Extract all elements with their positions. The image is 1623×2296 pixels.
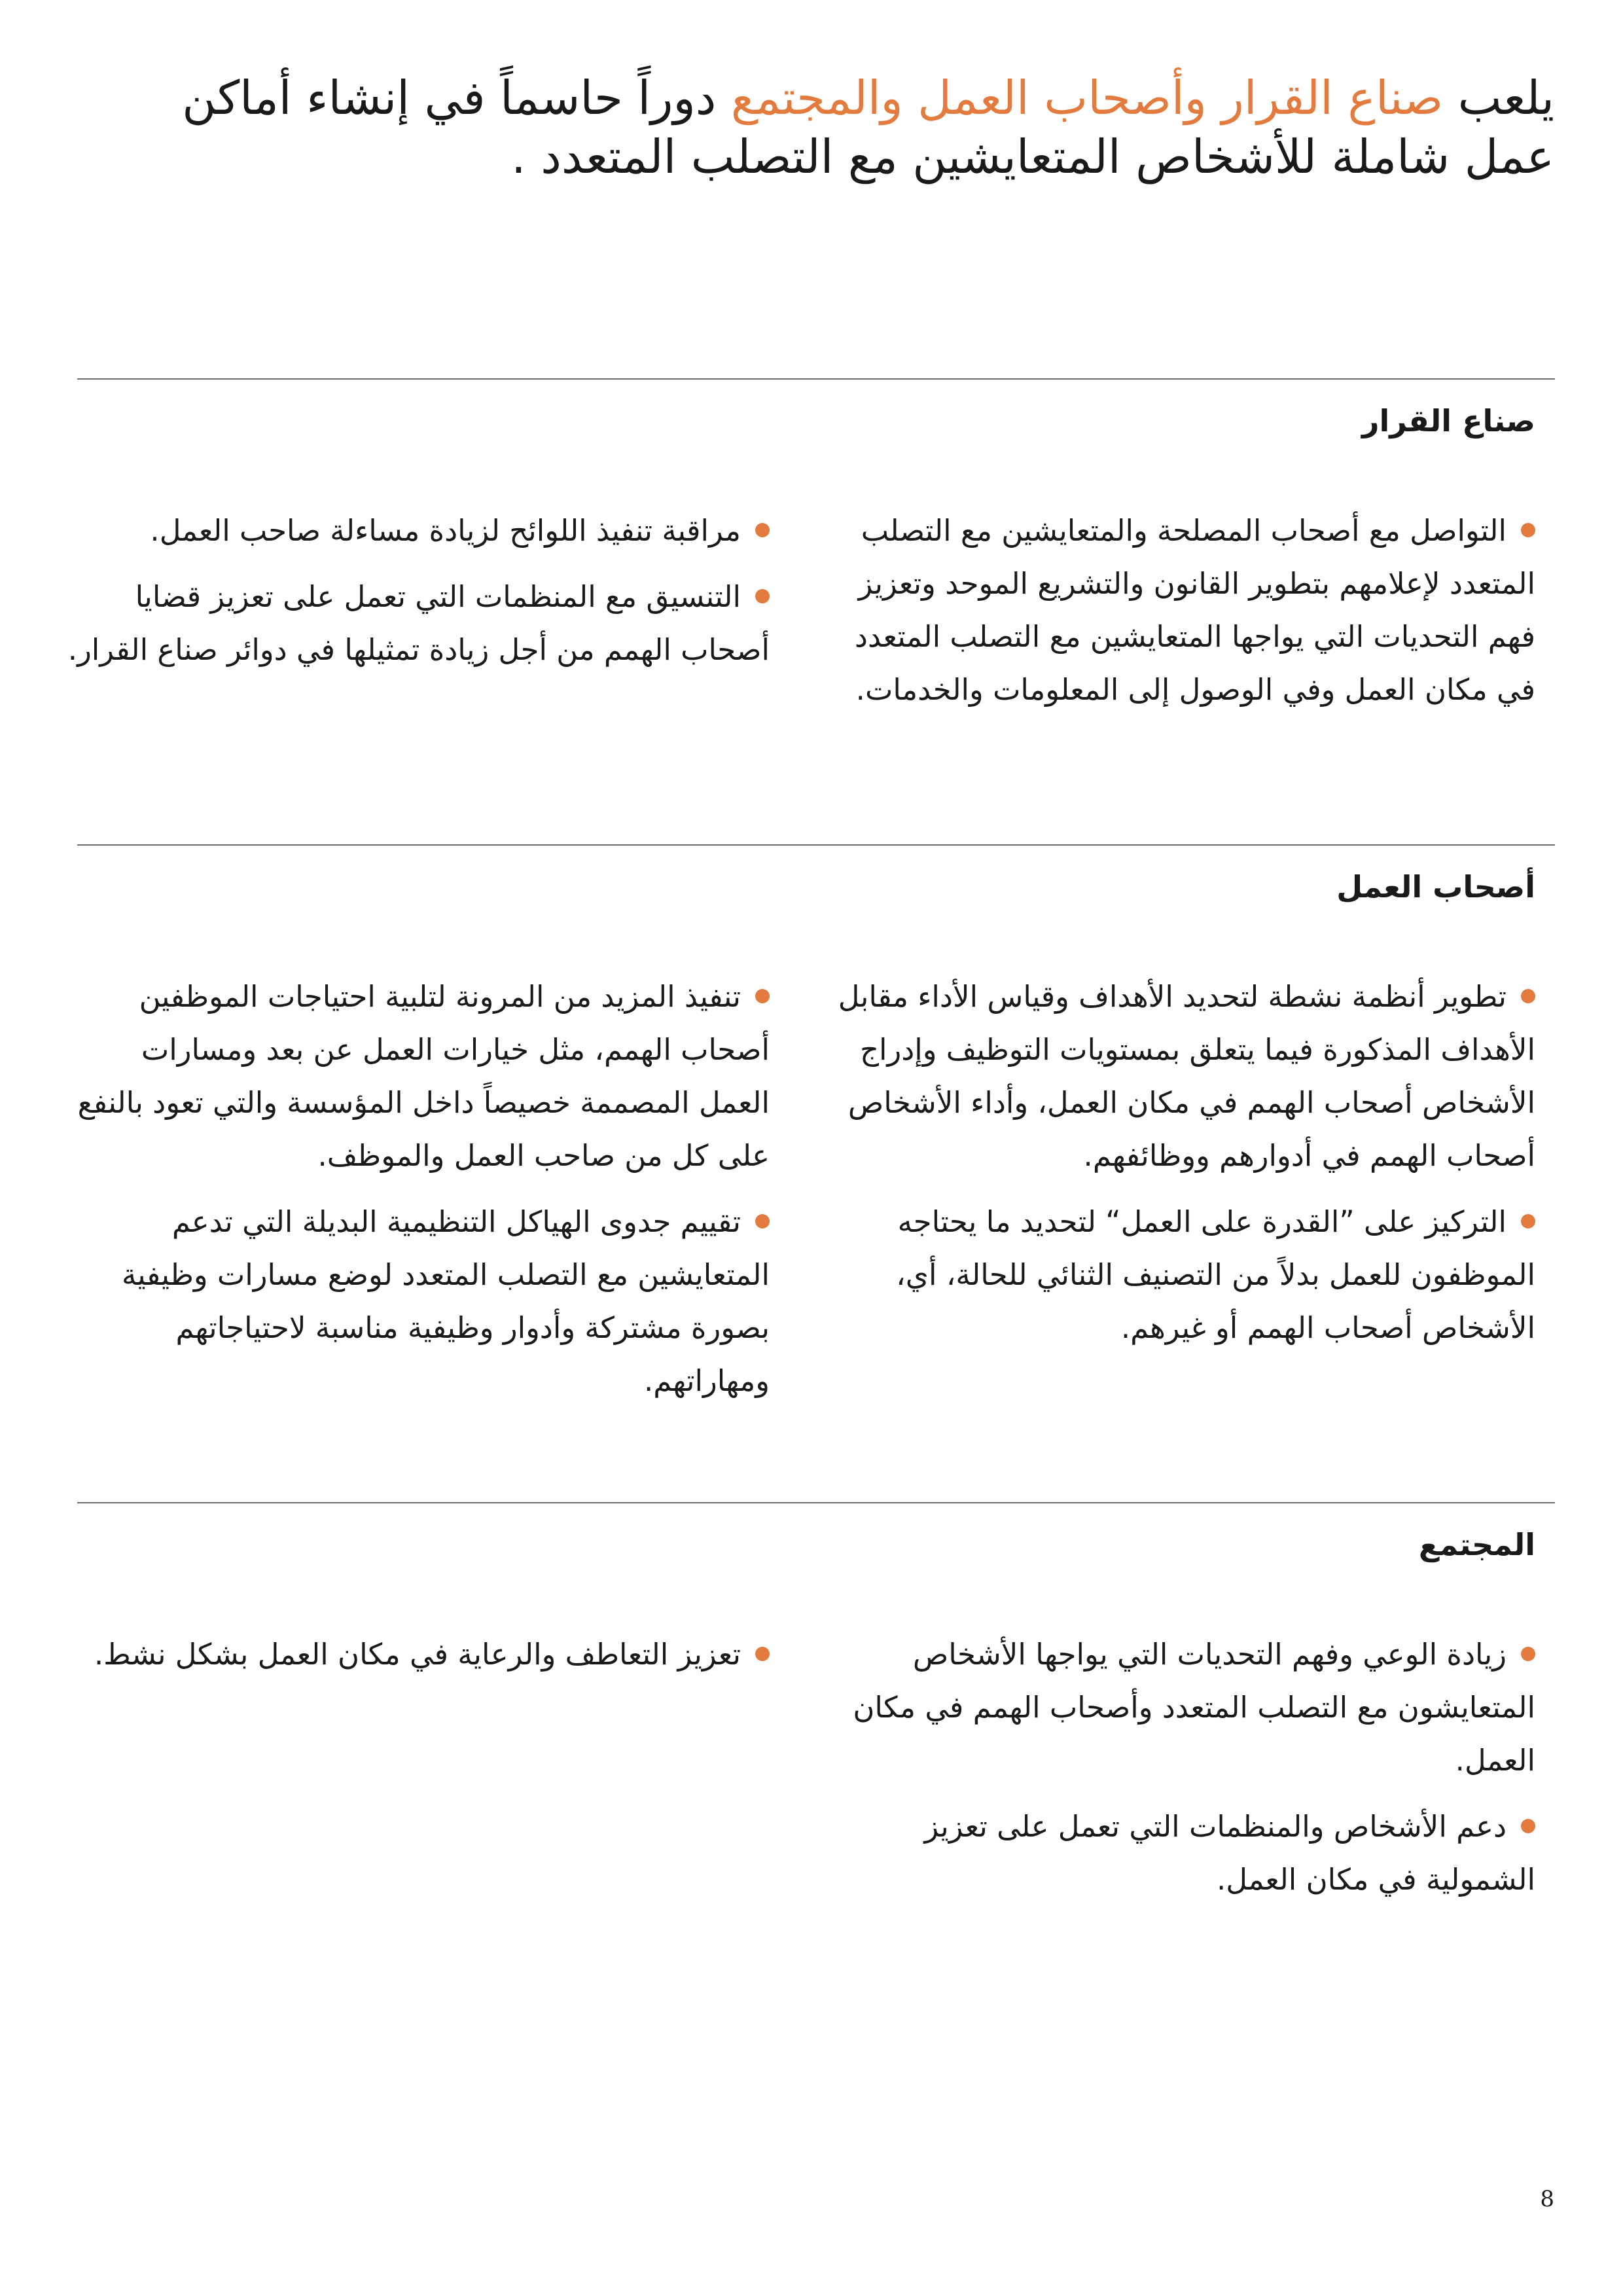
list-item-text: تنفيذ المزيد من المرونة لتلبية احتياجات الموظفين أصحاب الهمم، مثل خيارات العمل عن بعد ومسارات العمل المصممة خصيصاً داخل المؤسسة والتي تعود بالنفع على كل من صاحب العمل والموظف. bbox=[77, 979, 770, 1173]
list-item bbox=[63, 504, 770, 557]
right-column bbox=[829, 970, 1535, 1367]
bullet-dot-icon bbox=[755, 989, 770, 1003]
section-community bbox=[77, 1502, 1555, 2092]
section-title: أصحاب العمل bbox=[1336, 869, 1535, 905]
section-employers bbox=[77, 844, 1555, 1500]
bullet-dot-icon bbox=[1521, 1214, 1535, 1229]
left-column bbox=[63, 1628, 770, 1694]
list-item-text: التواصل مع أصحاب المصلحة والمتعايشين مع التصلب المتعدد لإعلامهم بتطوير القانون والتشريع الموحد وتعزيز فهم التحديات التي يواجها المتعايشين مع التصلب المتعدد في مكان العمل وفي الوصول إلى المعلومات والخدمات. bbox=[854, 513, 1535, 707]
intro-heading bbox=[180, 69, 1554, 187]
left-column bbox=[63, 970, 770, 1420]
section-title: صناع القرار bbox=[1362, 403, 1535, 439]
list-item-text: تقييم جدوى الهياكل التنظيمية البديلة التي تدعم المتعايشين مع التصلب المتعدد لوضع مسارات وظيفية بصورة مشتركة وأدوار وظيفية مناسبة لاحتياجاتهم ومهاراتهم. bbox=[122, 1204, 770, 1398]
intro-part2: دوراً حاسماً في إنشاء أماكن عمل شاملة للأشخاص المتعايشين مع التصلب المتعدد . bbox=[182, 71, 1554, 184]
list-item bbox=[63, 1628, 770, 1681]
bullet-dot-icon bbox=[755, 523, 770, 537]
list-item bbox=[829, 504, 1535, 716]
list-item-text: مراقبة تنفيذ اللوائح لزيادة مساءلة صاحب العمل. bbox=[150, 513, 741, 548]
page-number: 8 bbox=[1540, 2186, 1554, 2212]
intro-part1: يلعب bbox=[1443, 71, 1554, 125]
right-column bbox=[829, 1628, 1535, 1919]
list-item-text: تطوير أنظمة نشطة لتحديد الأهداف وقياس الأداء مقابل الأهداف المذكورة فيما يتعلق بمستويات التوظيف وإدراج الأشخاص أصحاب الهمم في مكان العمل، وأداء الأشخاص أصحاب الهمم في أدوارهم ووظائفهم. bbox=[838, 979, 1535, 1173]
list-item-text: تعزيز التعاطف والرعاية في مكان العمل بشكل نشط. bbox=[94, 1637, 741, 1672]
bullet-dot-icon bbox=[1521, 1647, 1535, 1661]
bullet-dot-icon bbox=[755, 1214, 770, 1229]
bullet-dot-icon bbox=[1521, 1819, 1535, 1833]
list-item bbox=[829, 1628, 1535, 1787]
section-title: المجتمع bbox=[1418, 1527, 1535, 1562]
list-item bbox=[829, 1195, 1535, 1354]
left-column bbox=[63, 504, 770, 689]
section-decision-makers bbox=[67, 378, 1555, 838]
list-item bbox=[63, 570, 770, 676]
bullet-dot-icon bbox=[755, 1647, 770, 1661]
list-item-text: دعم الأشخاص والمنظمات التي تعمل على تعزيز الشمولية في مكان العمل. bbox=[924, 1809, 1535, 1897]
list-item bbox=[829, 970, 1535, 1182]
bullet-dot-icon bbox=[1521, 989, 1535, 1003]
right-column bbox=[829, 504, 1535, 729]
list-item bbox=[829, 1800, 1535, 1906]
list-item-text: زيادة الوعي وفهم التحديات التي يواجها الأشخاص المتعايشون مع التصلب المتعدد وأصحاب الهمم في مكان العمل. bbox=[853, 1637, 1535, 1778]
list-item bbox=[63, 1195, 770, 1407]
bullet-dot-icon bbox=[1521, 523, 1535, 537]
bullet-dot-icon bbox=[755, 589, 770, 603]
list-item-text: التنسيق مع المنظمات التي تعمل على تعزيز قضايا أصحاب الهمم من أجل زيادة تمثيلها في دوائر صناع القرار. bbox=[67, 579, 770, 667]
list-item bbox=[63, 970, 770, 1182]
intro-highlight: صناع القرار وأصحاب العمل والمجتمع bbox=[730, 71, 1444, 125]
list-item-text: التركيز على ”القدرة على العمل“ لتحديد ما يحتاجه الموظفون للعمل بدلاً من التصنيف الثنائي للحالة، أي، الأشخاص أصحاب الهمم أو غيرهم. bbox=[896, 1204, 1535, 1345]
